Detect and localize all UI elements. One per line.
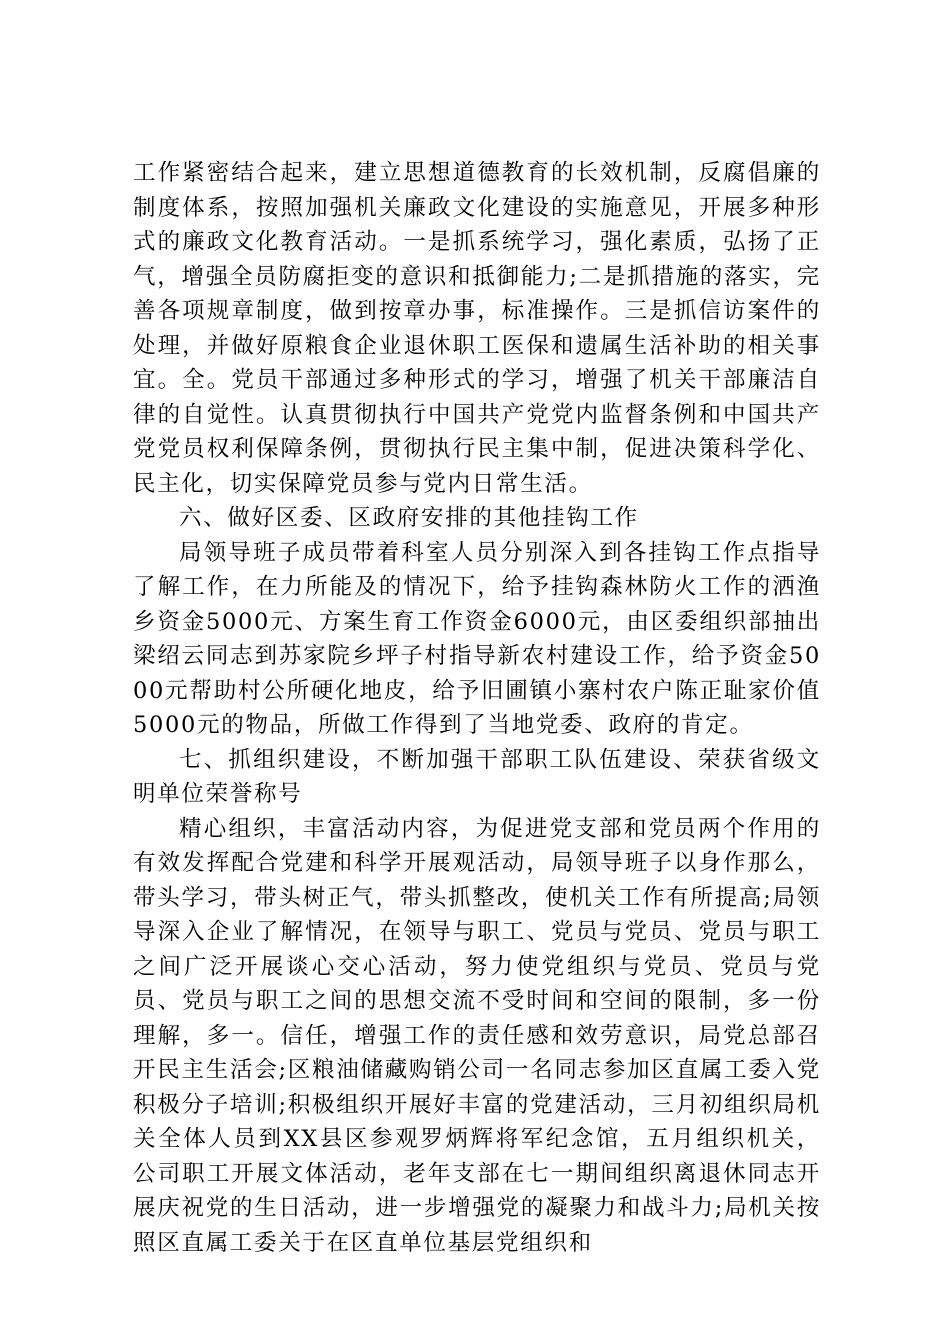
section-heading-six: 六、做好区委、区政府安排的其他挂钩工作 (179, 505, 639, 531)
document-body (133, 156, 821, 1260)
section-heading-seven: 七、抓组织建设，不断加强干部职工队伍建设、荣获省级文明单位荣誉称号 (133, 746, 821, 807)
paragraph-organization-building: 精心组织，丰富活动内容，为促进党支部和党员两个作用的有效发挥配合党建和科学开展观活动，局领导班子以身作那么，带头学习，带头树正气，带头抓整改，使机关工作有所提高;局领导深入企业了解情况，在领导与职工、党员与党员、党员与职工之间广泛开展谈心交心活动，努力使党组织与党员、党员与党员、党员与职工之间的思想交流不受时间和空间的限制，多一份理解，多一。信任，增强工作的责任感和效劳意识，局党总部召开民主生活会;区粮油储藏购销公司一名同志参加区直属工委入党积极分子培训;积极组织开展好丰富的党建活动，三月初组织局机关全体人员到XX县区参观罗炳辉将军纪念馆，五月组织机关，公司职工开展文体活动，老年支部在七一期间组织离退休同志开展庆祝党的生日活动，进一步增强党的凝聚力和战斗力;局机关按照区直属工委关于在区直单位基层党组织和 (133, 815, 821, 1256)
paragraph-anti-corruption-work: 工作紧密结合起来，建立思想道德教育的长效机制，反腐倡廉的制度体系，按照加强机关廉政文化建设的实施意见，开展多种形式的廉政文化教育活动。一是抓系统学习，强化素质，弘扬了正气，增强全员防腐拒变的意识和抵御能力;二是抓措施的落实，完善各项规章制度，做到按章办事，标准操作。三是抓信访案件的处理，并做好原粮食企业退休职工医保和遗属生活补助的相关事宜。全。党员干部通过多种形式的学习，增强了机关干部廉洁自律的自觉性。认真贯彻执行中国共产党党内监督条例和中国共产党党员权利保障条例，贯彻执行民主集中制，促进决策科学化、民主化，切实保障党员参与党内日常生活。 (133, 160, 821, 497)
paragraph-linked-work: 局领导班子成员带着科室人员分别深入到各挂钩工作点指导了解工作，在力所能及的情况下，给予挂钩森林防火工作的洒渔乡资金5000元、方案生育工作资金6000元，由区委组织部抽出梁绍云同志到苏家院乡坪子村指导新农村建设工作，给予资金5000元帮助村公所硬化地皮，给予旧圃镇小寨村农户陈正耻家价值5000元的物品，所做工作得到了当地党委、政府的肯定。 (133, 539, 821, 738)
